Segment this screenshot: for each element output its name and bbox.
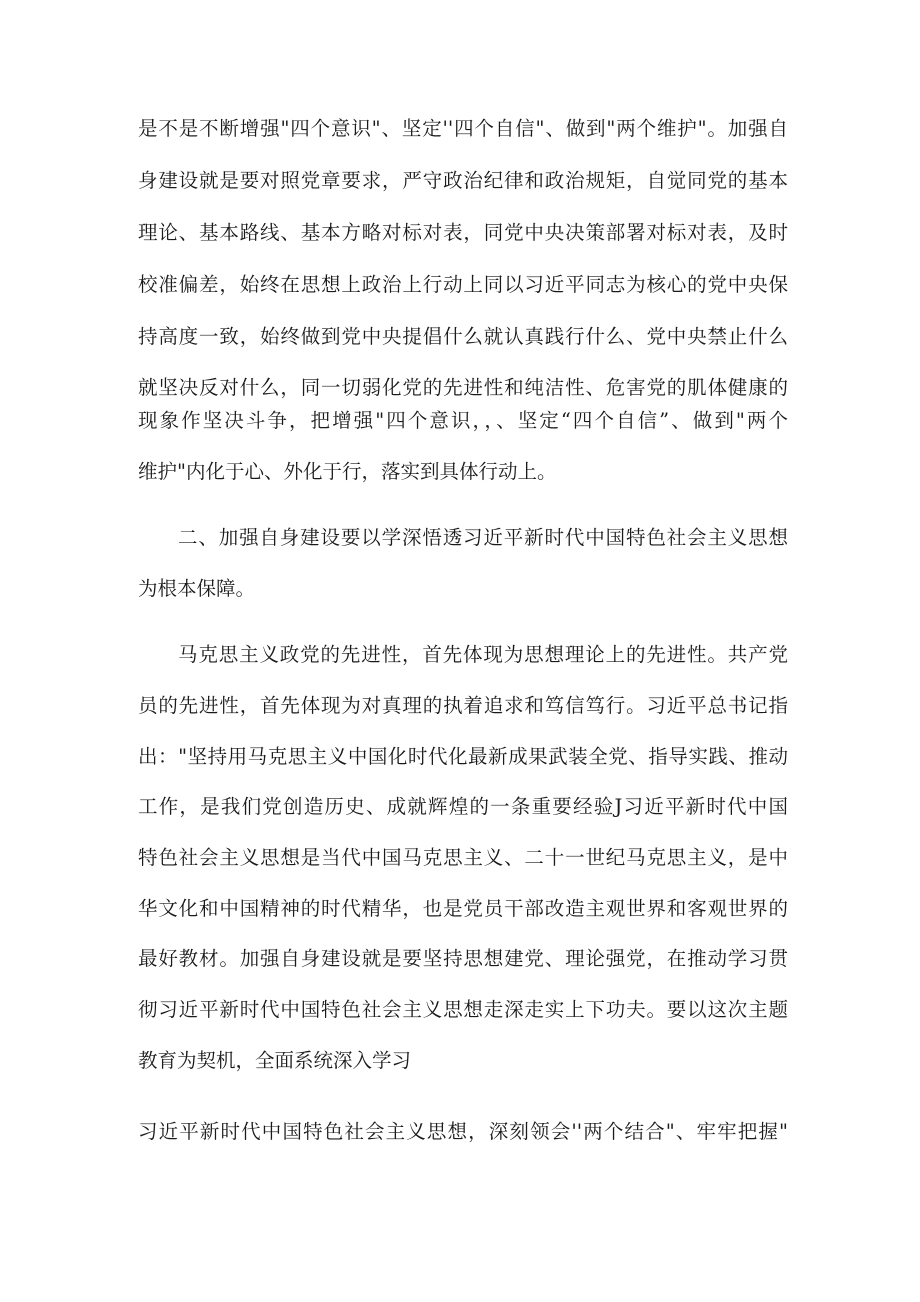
text-line: 是不是不断增强"四个意识"、坚定''四个自信"、做到"两个维护"。加强自: [138, 117, 788, 140]
heading-line: 二、加强自身建设要以学深悟透习近平新时代中国特色社会主义思想: [178, 526, 788, 549]
text-line: 维护"内化于心、外化于行，落实到具体行动上。: [138, 460, 557, 483]
heading-line: 为根本保障。: [138, 577, 256, 600]
text-line: 习近平新时代中国特色社会主义思想，深刻领会''两个结合"、牢牢把握": [138, 1120, 788, 1143]
text-line: 特色社会主义思想是当代中国马克思主义、二十一世纪马克思主义，是中: [138, 846, 788, 869]
text-line: 员的先进性，首先体现为对真理的执着追求和笃信笃行。习近平总书记指: [138, 694, 788, 717]
text-line: 教育为契机，全面系统深入学习: [138, 1049, 412, 1072]
text-line: 就坚决反对什么，同一切弱化党的先进性和纯洁性、危害党的肌体健康的: [138, 376, 788, 399]
text-line: 工作，是我们党创造历史、成就辉煌的一条重要经验J习近平新时代中国: [138, 795, 788, 818]
text-line: 出："坚持用马克思主义中国化时代化最新成果武装全党、指导实践、推动: [138, 745, 788, 768]
text-line: 理论、基本路线、基本方略对标对表，同党中央决策部署对标对表，及时: [138, 221, 788, 244]
text-line: 持高度一致，始终做到党中央提倡什么就认真践行什么、党中央禁止什么: [138, 325, 788, 348]
text-line: 华文化和中国精神的时代精华，也是党员干部改造主观世界和客观世界的: [138, 897, 788, 920]
text-line: 马克思主义政党的先进性，首先体现为思想理论上的先进性。共产党: [178, 643, 788, 666]
text-line: 身建设就是要对照党章要求，严守政治纪律和政治规矩，自觉同党的基本: [138, 169, 788, 192]
text-line: 校准偏差，始终在思想上政治上行动上同以习近平同志为核心的党中央保: [138, 273, 788, 296]
text-line: 彻习近平新时代中国特色社会主义思想走深走实上下功夫。要以这次主题: [138, 998, 788, 1021]
text-line: 最好教材。加强自身建设就是要坚持思想建党、理论强党，在推动学习贯: [138, 947, 788, 970]
text-line: 现象作坚决斗争，把增强"四个意识，，、坚定“四个自信”、做到"两个: [138, 409, 788, 432]
